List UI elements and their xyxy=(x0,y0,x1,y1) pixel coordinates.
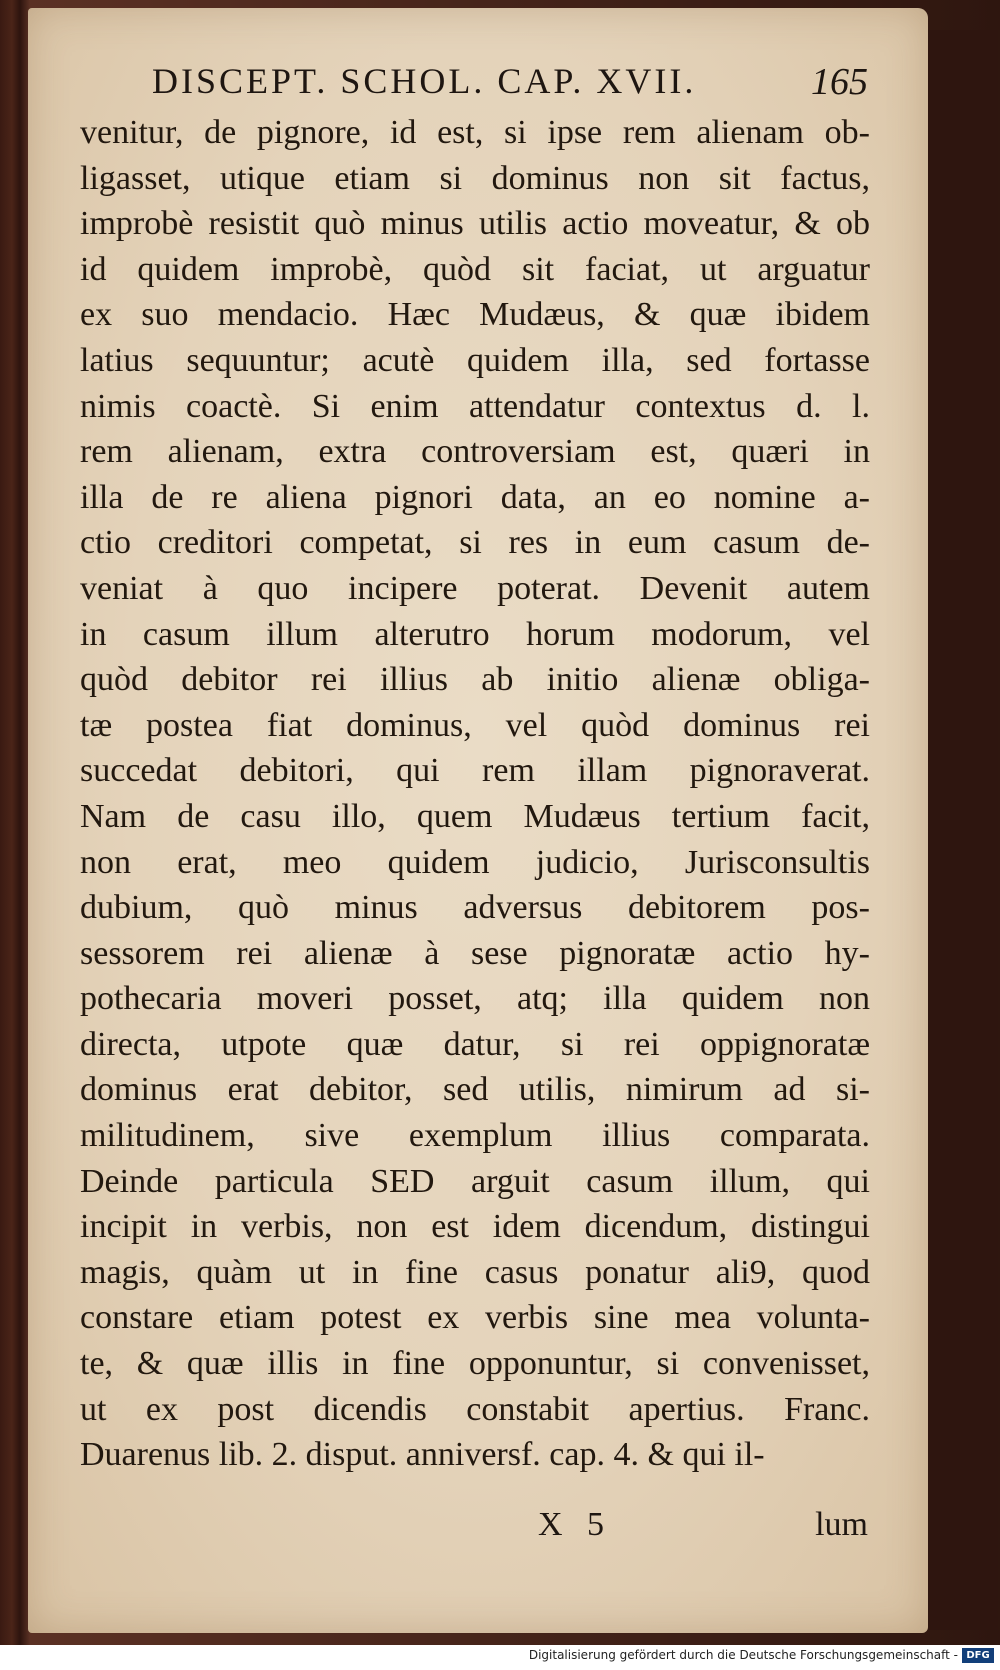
text-line: rem alienam, extra controversiam est, quæri in xyxy=(80,433,870,471)
text-line: veniat à quo incipere poterat. Devenit autem xyxy=(80,569,870,607)
text-line: ex suo mendacio. Hæc Mudæus, & quæ ibidem xyxy=(80,296,870,334)
page-number: 165 xyxy=(811,61,868,103)
text-line: te, & quæ illis in fine opponuntur, si convenisset, xyxy=(80,1345,870,1383)
text-line: militudinem, sive exemplum illius comparata. xyxy=(80,1117,870,1155)
text-line: tæ postea fiat dominus, vel quòd dominus rei xyxy=(80,706,870,744)
text-line: latius sequuntur; acutè quidem illa, sed fortasse xyxy=(80,341,870,379)
text-line: incipit in verbis, non est idem dicendum, distingui xyxy=(80,1208,870,1246)
text-line: id quidem improbè, quòd sit faciat, ut arguatur xyxy=(80,250,870,288)
dfg-logo: DFG xyxy=(962,1648,994,1663)
text-line: succedat debitori, qui rem illam pignoraverat. xyxy=(80,752,870,790)
text-line: quòd debitor rei illius ab initio alienæ obliga- xyxy=(80,661,870,699)
text-line: dominus erat debitor, sed utilis, nimirum ad si- xyxy=(80,1071,870,1109)
text-line: improbè resistit quò minus utilis actio moveatur, & ob xyxy=(80,205,870,243)
running-head: DISCEPT. SCHOL. CAP. XVII. xyxy=(152,61,697,101)
text-line: dubium, quò minus adversus debitorem pos- xyxy=(80,889,870,927)
text-line: magis, quàm ut in fine casus ponatur ali9, quod xyxy=(80,1253,870,1291)
footer-credit: Digitalisierung gefördert durch die Deutsche Forschungsgemeinschaft - xyxy=(528,1648,958,1662)
catchline xyxy=(538,1506,868,1552)
text-line: nimis coactè. Si enim attendatur contextus d. l. xyxy=(80,387,870,425)
text-line: ctio creditori competat, si res in eum casum de- xyxy=(80,524,870,562)
text-line: pothecaria moveri posset, atq; illa quidem non xyxy=(80,980,870,1018)
body-text xyxy=(80,110,870,1478)
text-line: Nam de casu illo, quem Mudæus tertium facit, xyxy=(80,797,870,835)
text-line: venitur, de pignore, id est, si ipse rem alienam ob- xyxy=(80,114,870,151)
text-line: Deinde particula SED arguit casum illum, qui xyxy=(80,1162,870,1200)
text-line: ligasset, utique etiam si dominus non sit factus, xyxy=(80,159,870,197)
text-line: constare etiam potest ex verbis sine mea volunta- xyxy=(80,1299,870,1337)
catchword: lum xyxy=(815,1506,868,1543)
text-line: sessorem rei alienæ à sese pignoratæ actio hy- xyxy=(80,934,870,972)
text-line: non erat, meo quidem judicio, Jurisconsultis xyxy=(80,843,870,881)
page-header xyxy=(148,56,868,106)
text-line: ut ex post dicendis constabit apertius. Franc. xyxy=(80,1390,870,1428)
book-edge xyxy=(928,30,998,1630)
text-line: in casum illum alterutro horum modorum, vel xyxy=(80,615,870,653)
text-line: Duarenus lib. 2. disput. anniversf. cap. 4. & qui il- xyxy=(80,1436,765,1474)
footer-bar xyxy=(0,1645,1000,1670)
text-line: directa, utpote quæ datur, si rei oppignoratæ xyxy=(80,1025,870,1063)
signature-mark: X 5 xyxy=(538,1506,613,1543)
text-line: illa de re aliena pignori data, an eo nomine a- xyxy=(80,478,870,516)
book-page xyxy=(28,8,928,1633)
